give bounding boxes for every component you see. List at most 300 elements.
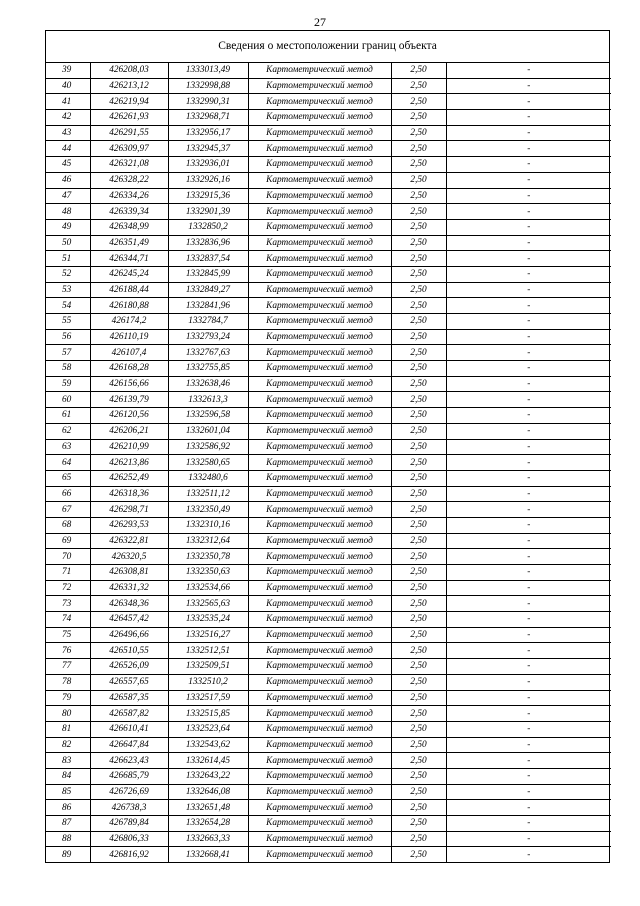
accuracy-cell: 2,50: [391, 251, 446, 267]
x-coordinate-cell: 426213,12: [90, 78, 168, 94]
x-coordinate-cell: 426623,43: [90, 753, 168, 769]
description-cell: -: [446, 266, 611, 282]
accuracy-cell: 2,50: [391, 314, 446, 330]
description-cell: -: [446, 643, 611, 659]
table-title: Сведения о местоположении границ объекта: [46, 31, 609, 63]
y-coordinate-cell: 1332580,65: [168, 455, 248, 471]
accuracy-cell: 2,50: [391, 423, 446, 439]
y-coordinate-cell: 1332767,63: [168, 345, 248, 361]
accuracy-cell: 2,50: [391, 737, 446, 753]
page-number: 27: [314, 15, 326, 29]
point-number-cell: 56: [46, 329, 90, 345]
x-coordinate-cell: 426298,71: [90, 502, 168, 518]
y-coordinate-cell: 1332350,49: [168, 502, 248, 518]
method-cell: Картометрический метод: [248, 439, 391, 455]
boundary-table-frame: [45, 30, 610, 863]
y-coordinate-cell: 1332515,85: [168, 706, 248, 722]
x-coordinate-cell: 426610,41: [90, 721, 168, 737]
point-number-cell: 60: [46, 392, 90, 408]
accuracy-cell: 2,50: [391, 706, 446, 722]
point-number-cell: 76: [46, 643, 90, 659]
table-row: [46, 408, 611, 424]
table-row: [46, 78, 611, 94]
table-row: [46, 235, 611, 251]
x-coordinate-cell: 426168,28: [90, 361, 168, 377]
x-coordinate-cell: 426526,09: [90, 659, 168, 675]
x-coordinate-cell: 426318,36: [90, 486, 168, 502]
table-row: [46, 847, 611, 862]
accuracy-cell: 2,50: [391, 643, 446, 659]
accuracy-cell: 2,50: [391, 329, 446, 345]
method-cell: Картометрический метод: [248, 204, 391, 220]
accuracy-cell: 2,50: [391, 721, 446, 737]
table-row: [46, 282, 611, 298]
method-cell: Картометрический метод: [248, 580, 391, 596]
table-row: [46, 737, 611, 753]
table-row: [46, 690, 611, 706]
point-number-cell: 47: [46, 188, 90, 204]
accuracy-cell: 2,50: [391, 172, 446, 188]
y-coordinate-cell: 1332755,85: [168, 361, 248, 377]
point-number-cell: 49: [46, 219, 90, 235]
accuracy-cell: 2,50: [391, 361, 446, 377]
accuracy-cell: 2,50: [391, 439, 446, 455]
point-number-cell: 52: [46, 266, 90, 282]
point-number-cell: 83: [46, 753, 90, 769]
table-row: [46, 800, 611, 816]
boundary-coordinates-table: [46, 63, 611, 862]
method-cell: Картометрический метод: [248, 78, 391, 94]
method-cell: Картометрический метод: [248, 816, 391, 832]
accuracy-cell: 2,50: [391, 110, 446, 126]
table-row: [46, 706, 611, 722]
point-number-cell: 54: [46, 298, 90, 314]
accuracy-cell: 2,50: [391, 219, 446, 235]
point-number-cell: 58: [46, 361, 90, 377]
table-row: [46, 643, 611, 659]
point-number-cell: 46: [46, 172, 90, 188]
method-cell: Картометрический метод: [248, 721, 391, 737]
accuracy-cell: 2,50: [391, 768, 446, 784]
table-row: [46, 251, 611, 267]
description-cell: -: [446, 737, 611, 753]
description-cell: -: [446, 816, 611, 832]
y-coordinate-cell: 1332509,51: [168, 659, 248, 675]
description-cell: -: [446, 188, 611, 204]
y-coordinate-cell: 1332646,08: [168, 784, 248, 800]
point-number-cell: 70: [46, 549, 90, 565]
x-coordinate-cell: 426291,55: [90, 125, 168, 141]
description-cell: -: [446, 157, 611, 173]
table-row: [46, 376, 611, 392]
accuracy-cell: 2,50: [391, 612, 446, 628]
y-coordinate-cell: 1332654,28: [168, 816, 248, 832]
method-cell: Картометрический метод: [248, 455, 391, 471]
x-coordinate-cell: 426320,5: [90, 549, 168, 565]
y-coordinate-cell: 1332837,54: [168, 251, 248, 267]
description-cell: -: [446, 486, 611, 502]
point-number-cell: 62: [46, 423, 90, 439]
y-coordinate-cell: 1332845,99: [168, 266, 248, 282]
point-number-cell: 78: [46, 674, 90, 690]
point-number-cell: 51: [46, 251, 90, 267]
description-cell: -: [446, 470, 611, 486]
method-cell: Картометрический метод: [248, 643, 391, 659]
x-coordinate-cell: 426738,3: [90, 800, 168, 816]
table-row: [46, 110, 611, 126]
x-coordinate-cell: 426331,32: [90, 580, 168, 596]
accuracy-cell: 2,50: [391, 831, 446, 847]
x-coordinate-cell: 426245,24: [90, 266, 168, 282]
table-row: [46, 63, 611, 78]
point-number-cell: 63: [46, 439, 90, 455]
table-body: [46, 63, 611, 862]
x-coordinate-cell: 426587,82: [90, 706, 168, 722]
table-row: [46, 266, 611, 282]
method-cell: Картометрический метод: [248, 486, 391, 502]
x-coordinate-cell: 426261,93: [90, 110, 168, 126]
description-cell: -: [446, 800, 611, 816]
accuracy-cell: 2,50: [391, 94, 446, 110]
table-row: [46, 596, 611, 612]
y-coordinate-cell: 1332517,59: [168, 690, 248, 706]
y-coordinate-cell: 1332350,78: [168, 549, 248, 565]
method-cell: Картометрический метод: [248, 329, 391, 345]
y-coordinate-cell: 1332643,22: [168, 768, 248, 784]
method-cell: Картометрический метод: [248, 784, 391, 800]
point-number-cell: 45: [46, 157, 90, 173]
point-number-cell: 80: [46, 706, 90, 722]
method-cell: Картометрический метод: [248, 282, 391, 298]
x-coordinate-cell: 426339,34: [90, 204, 168, 220]
accuracy-cell: 2,50: [391, 266, 446, 282]
accuracy-cell: 2,50: [391, 580, 446, 596]
y-coordinate-cell: 1332936,01: [168, 157, 248, 173]
point-number-cell: 86: [46, 800, 90, 816]
accuracy-cell: 2,50: [391, 753, 446, 769]
accuracy-cell: 2,50: [391, 847, 446, 862]
accuracy-cell: 2,50: [391, 816, 446, 832]
table-row: [46, 439, 611, 455]
table-row: [46, 172, 611, 188]
x-coordinate-cell: 426293,53: [90, 517, 168, 533]
table-row: [46, 627, 611, 643]
description-cell: -: [446, 549, 611, 565]
accuracy-cell: 2,50: [391, 78, 446, 94]
method-cell: Картометрический метод: [248, 612, 391, 628]
x-coordinate-cell: 426344,71: [90, 251, 168, 267]
point-number-cell: 50: [46, 235, 90, 251]
method-cell: Картометрический метод: [248, 172, 391, 188]
table-row: [46, 768, 611, 784]
y-coordinate-cell: 1332516,27: [168, 627, 248, 643]
accuracy-cell: 2,50: [391, 455, 446, 471]
description-cell: -: [446, 659, 611, 675]
point-number-cell: 84: [46, 768, 90, 784]
accuracy-cell: 2,50: [391, 800, 446, 816]
y-coordinate-cell: 1332613,3: [168, 392, 248, 408]
description-cell: -: [446, 753, 611, 769]
table-row: [46, 455, 611, 471]
table-row: [46, 470, 611, 486]
description-cell: -: [446, 565, 611, 581]
method-cell: Картометрический метод: [248, 235, 391, 251]
y-coordinate-cell: 1332310,16: [168, 517, 248, 533]
method-cell: Картометрический метод: [248, 517, 391, 533]
x-coordinate-cell: 426156,66: [90, 376, 168, 392]
method-cell: Картометрический метод: [248, 298, 391, 314]
point-number-cell: 73: [46, 596, 90, 612]
accuracy-cell: 2,50: [391, 204, 446, 220]
x-coordinate-cell: 426219,94: [90, 94, 168, 110]
x-coordinate-cell: 426188,44: [90, 282, 168, 298]
accuracy-cell: 2,50: [391, 63, 446, 78]
table-row: [46, 565, 611, 581]
table-row: [46, 125, 611, 141]
table-row: [46, 533, 611, 549]
x-coordinate-cell: 426180,88: [90, 298, 168, 314]
method-cell: Картометрический метод: [248, 753, 391, 769]
x-coordinate-cell: 426206,21: [90, 423, 168, 439]
description-cell: -: [446, 423, 611, 439]
point-number-cell: 67: [46, 502, 90, 518]
description-cell: -: [446, 141, 611, 157]
y-coordinate-cell: 1332668,41: [168, 847, 248, 862]
description-cell: -: [446, 314, 611, 330]
description-cell: -: [446, 329, 611, 345]
method-cell: Картометрический метод: [248, 157, 391, 173]
table-row: [46, 361, 611, 377]
point-number-cell: 74: [46, 612, 90, 628]
y-coordinate-cell: 1332614,45: [168, 753, 248, 769]
y-coordinate-cell: 1332565,63: [168, 596, 248, 612]
accuracy-cell: 2,50: [391, 659, 446, 675]
table-row: [46, 219, 611, 235]
y-coordinate-cell: 1332596,58: [168, 408, 248, 424]
point-number-cell: 69: [46, 533, 90, 549]
method-cell: Картометрический метод: [248, 674, 391, 690]
method-cell: Картометрический метод: [248, 596, 391, 612]
accuracy-cell: 2,50: [391, 674, 446, 690]
accuracy-cell: 2,50: [391, 502, 446, 518]
table-row: [46, 612, 611, 628]
method-cell: Картометрический метод: [248, 314, 391, 330]
x-coordinate-cell: 426685,79: [90, 768, 168, 784]
description-cell: -: [446, 204, 611, 220]
description-cell: -: [446, 580, 611, 596]
description-cell: -: [446, 282, 611, 298]
accuracy-cell: 2,50: [391, 345, 446, 361]
point-number-cell: 71: [46, 565, 90, 581]
method-cell: Картометрический метод: [248, 831, 391, 847]
y-coordinate-cell: 1332915,36: [168, 188, 248, 204]
y-coordinate-cell: 1332850,2: [168, 219, 248, 235]
description-cell: -: [446, 612, 611, 628]
point-number-cell: 40: [46, 78, 90, 94]
y-coordinate-cell: 1332350,63: [168, 565, 248, 581]
y-coordinate-cell: 1332586,92: [168, 439, 248, 455]
table-row: [46, 831, 611, 847]
method-cell: Картометрический метод: [248, 549, 391, 565]
accuracy-cell: 2,50: [391, 235, 446, 251]
accuracy-cell: 2,50: [391, 392, 446, 408]
accuracy-cell: 2,50: [391, 627, 446, 643]
method-cell: Картометрический метод: [248, 800, 391, 816]
accuracy-cell: 2,50: [391, 470, 446, 486]
description-cell: -: [446, 784, 611, 800]
description-cell: -: [446, 219, 611, 235]
x-coordinate-cell: 426252,49: [90, 470, 168, 486]
x-coordinate-cell: 426348,36: [90, 596, 168, 612]
table-row: [46, 392, 611, 408]
description-cell: -: [446, 768, 611, 784]
x-coordinate-cell: 426351,49: [90, 235, 168, 251]
table-row: [46, 141, 611, 157]
table-row: [46, 580, 611, 596]
x-coordinate-cell: 426321,08: [90, 157, 168, 173]
table-row: [46, 753, 611, 769]
y-coordinate-cell: 1332480,6: [168, 470, 248, 486]
accuracy-cell: 2,50: [391, 784, 446, 800]
method-cell: Картометрический метод: [248, 345, 391, 361]
y-coordinate-cell: 1332510,2: [168, 674, 248, 690]
table-row: [46, 517, 611, 533]
point-number-cell: 41: [46, 94, 90, 110]
table-row: [46, 659, 611, 675]
description-cell: -: [446, 831, 611, 847]
point-number-cell: 43: [46, 125, 90, 141]
table-row: [46, 721, 611, 737]
method-cell: Картометрический метод: [248, 219, 391, 235]
point-number-cell: 55: [46, 314, 90, 330]
x-coordinate-cell: 426110,19: [90, 329, 168, 345]
x-coordinate-cell: 426120,56: [90, 408, 168, 424]
y-coordinate-cell: 1332836,96: [168, 235, 248, 251]
method-cell: Картометрический метод: [248, 470, 391, 486]
point-number-cell: 77: [46, 659, 90, 675]
accuracy-cell: 2,50: [391, 125, 446, 141]
description-cell: -: [446, 439, 611, 455]
y-coordinate-cell: 1332956,17: [168, 125, 248, 141]
y-coordinate-cell: 1332998,88: [168, 78, 248, 94]
table-row: [46, 784, 611, 800]
accuracy-cell: 2,50: [391, 298, 446, 314]
y-coordinate-cell: 1332990,31: [168, 94, 248, 110]
y-coordinate-cell: 1333013,49: [168, 63, 248, 78]
method-cell: Картометрический метод: [248, 251, 391, 267]
x-coordinate-cell: 426816,92: [90, 847, 168, 862]
table-row: [46, 204, 611, 220]
x-coordinate-cell: 426308,81: [90, 565, 168, 581]
accuracy-cell: 2,50: [391, 517, 446, 533]
description-cell: -: [446, 627, 611, 643]
description-cell: -: [446, 94, 611, 110]
y-coordinate-cell: 1332841,96: [168, 298, 248, 314]
description-cell: -: [446, 63, 611, 78]
x-coordinate-cell: 426139,79: [90, 392, 168, 408]
accuracy-cell: 2,50: [391, 549, 446, 565]
point-number-cell: 89: [46, 847, 90, 862]
table-row: [46, 188, 611, 204]
x-coordinate-cell: 426587,35: [90, 690, 168, 706]
method-cell: Картометрический метод: [248, 768, 391, 784]
accuracy-cell: 2,50: [391, 565, 446, 581]
description-cell: -: [446, 502, 611, 518]
description-cell: -: [446, 533, 611, 549]
table-row: [46, 157, 611, 173]
point-number-cell: 61: [46, 408, 90, 424]
point-number-cell: 65: [46, 470, 90, 486]
point-number-cell: 57: [46, 345, 90, 361]
y-coordinate-cell: 1332523,64: [168, 721, 248, 737]
x-coordinate-cell: 426457,42: [90, 612, 168, 628]
method-cell: Картометрический метод: [248, 361, 391, 377]
description-cell: -: [446, 674, 611, 690]
accuracy-cell: 2,50: [391, 533, 446, 549]
point-number-cell: 42: [46, 110, 90, 126]
table-row: [46, 502, 611, 518]
description-cell: -: [446, 596, 611, 612]
description-cell: -: [446, 345, 611, 361]
y-coordinate-cell: 1332312,64: [168, 533, 248, 549]
accuracy-cell: 2,50: [391, 486, 446, 502]
description-cell: -: [446, 125, 611, 141]
y-coordinate-cell: 1332512,51: [168, 643, 248, 659]
point-number-cell: 81: [46, 721, 90, 737]
y-coordinate-cell: 1332901,39: [168, 204, 248, 220]
method-cell: Картометрический метод: [248, 502, 391, 518]
method-cell: Картометрический метод: [248, 533, 391, 549]
table-row: [46, 816, 611, 832]
description-cell: -: [446, 78, 611, 94]
table-row: [46, 329, 611, 345]
method-cell: Картометрический метод: [248, 63, 391, 78]
method-cell: Картометрический метод: [248, 188, 391, 204]
point-number-cell: 44: [46, 141, 90, 157]
description-cell: -: [446, 706, 611, 722]
description-cell: -: [446, 517, 611, 533]
method-cell: Картометрический метод: [248, 423, 391, 439]
description-cell: -: [527, 849, 531, 860]
method-cell: Картометрический метод: [248, 376, 391, 392]
x-coordinate-cell: 426208,03: [90, 63, 168, 78]
x-coordinate-cell: 426557,65: [90, 674, 168, 690]
table-row: [46, 674, 611, 690]
point-number-cell: 53: [46, 282, 90, 298]
point-number-cell: 87: [46, 816, 90, 832]
method-cell: Картометрический метод: [248, 737, 391, 753]
x-coordinate-cell: 426806,33: [90, 831, 168, 847]
x-coordinate-cell: 426328,22: [90, 172, 168, 188]
table-row: [46, 486, 611, 502]
description-cell: -: [446, 721, 611, 737]
y-coordinate-cell: 1332968,71: [168, 110, 248, 126]
x-coordinate-cell: 426322,81: [90, 533, 168, 549]
point-number-cell: 66: [46, 486, 90, 502]
description-cell: -: [446, 408, 611, 424]
y-coordinate-cell: 1332601,04: [168, 423, 248, 439]
description-cell: -: [446, 298, 611, 314]
accuracy-cell: 2,50: [391, 690, 446, 706]
point-number-cell: 64: [46, 455, 90, 471]
y-coordinate-cell: 1332535,24: [168, 612, 248, 628]
y-coordinate-cell: 1332663,33: [168, 831, 248, 847]
y-coordinate-cell: 1332543,62: [168, 737, 248, 753]
table-row: [46, 345, 611, 361]
accuracy-cell: 2,50: [391, 141, 446, 157]
table-row: [46, 298, 611, 314]
point-number-cell: 48: [46, 204, 90, 220]
